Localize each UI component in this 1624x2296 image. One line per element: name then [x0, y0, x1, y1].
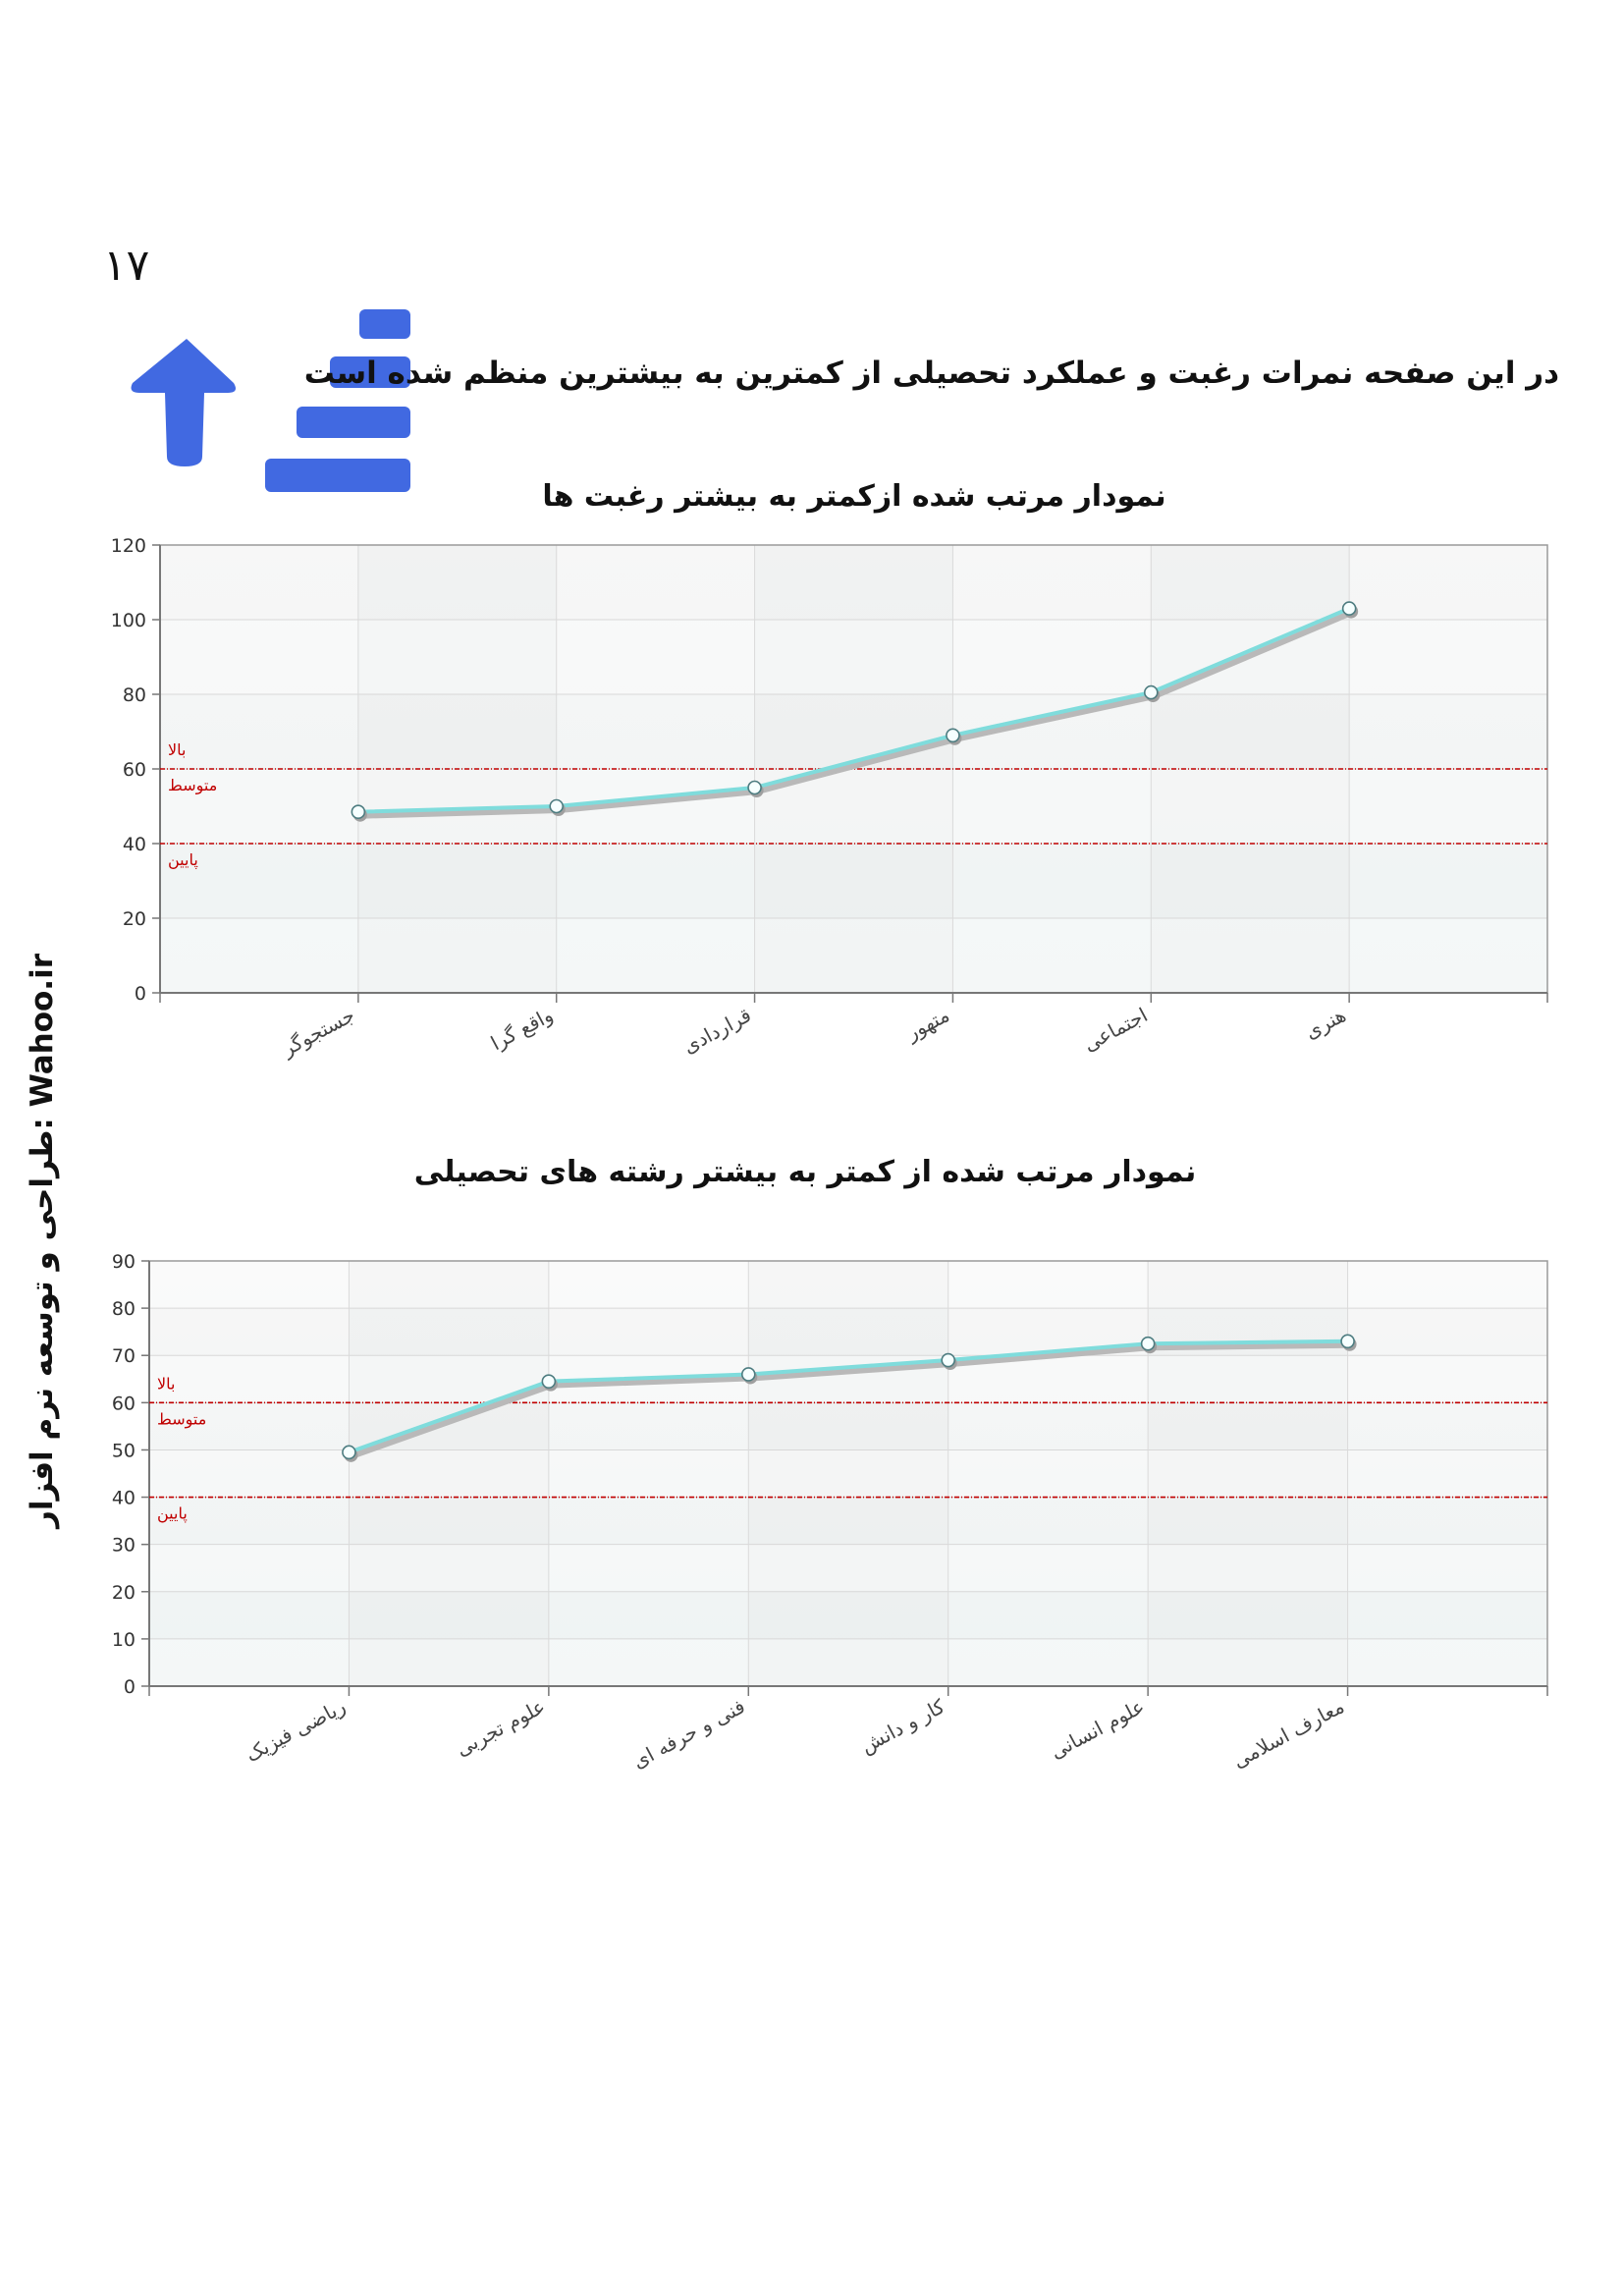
- x-tick-label: متهور: [901, 1003, 953, 1045]
- x-tick-label: علوم تجربی: [452, 1694, 550, 1762]
- sort-bar-4: [265, 459, 410, 492]
- y-tick-label: 20: [111, 1581, 135, 1604]
- band-label-high: بالا: [157, 1374, 176, 1394]
- y-tick-label: 40: [111, 1487, 135, 1509]
- plot-hband: [160, 620, 1547, 694]
- x-tick-label: هنری: [1301, 1003, 1350, 1044]
- x-tick-label: اجتماعی: [1079, 1003, 1152, 1057]
- chart-1-title: نمودار مرتب شده ازکمتر به بیشتر رغبت ها: [542, 479, 1166, 514]
- sort-bar-3: [297, 407, 410, 438]
- y-tick-label: 90: [111, 1251, 135, 1273]
- chart-2-title: نمودار مرتب شده از کمتر به بیشتر رشته های تحصیلی: [413, 1155, 1197, 1189]
- x-tick-label: کار و دانش: [856, 1694, 949, 1759]
- x-tick-label: فنی و حرفه ای: [628, 1694, 749, 1774]
- band-label-high: بالا: [168, 740, 187, 759]
- y-tick-label: 0: [134, 983, 146, 1005]
- y-tick-label: 60: [111, 1393, 135, 1415]
- y-tick-label: 70: [111, 1345, 135, 1368]
- data-point: [748, 782, 761, 794]
- plot-hband: [160, 769, 1547, 844]
- data-point: [942, 1354, 954, 1367]
- y-tick-label: 20: [122, 908, 146, 930]
- y-tick-label: 10: [111, 1628, 135, 1651]
- arrow-up-icon: [132, 339, 236, 466]
- plot-hband: [149, 1639, 1547, 1686]
- data-point: [352, 805, 364, 818]
- y-tick-label: 120: [110, 535, 146, 557]
- data-point: [343, 1446, 355, 1458]
- x-tick-label: واقع گرا: [486, 1003, 558, 1056]
- band-label-low: پایین: [168, 850, 198, 869]
- watermark: طراحی و توسعه نرم افزار: Wahoo.ir: [25, 954, 60, 1528]
- plot-hband: [149, 1355, 1547, 1402]
- data-point: [550, 800, 563, 813]
- y-tick-label: 80: [111, 1298, 135, 1321]
- y-tick-label: 30: [111, 1534, 135, 1557]
- data-point: [1145, 686, 1158, 699]
- band-label-low: پایین: [157, 1503, 188, 1523]
- y-tick-label: 40: [122, 834, 146, 855]
- x-tick-label: علوم انسانی: [1046, 1694, 1149, 1764]
- data-point: [1343, 602, 1356, 615]
- x-tick-label: ریاضی فیزیک: [242, 1694, 350, 1767]
- sort-bar-1: [359, 309, 410, 339]
- page-number: ۱۷: [103, 241, 150, 291]
- y-tick-label: 50: [111, 1440, 135, 1462]
- band-label-mid: متوسط: [157, 1409, 207, 1429]
- page-header: در این صفحه نمرات رغبت و عملکرد تحصیلی از کمترین به بیشترین منظم شده است: [303, 355, 1559, 391]
- band-label-mid: متوسط: [168, 776, 218, 794]
- data-point: [742, 1368, 755, 1381]
- y-tick-label: 80: [122, 684, 146, 706]
- x-tick-label: معارف اسلامی: [1228, 1694, 1348, 1774]
- plot-hband: [149, 1449, 1547, 1497]
- y-tick-label: 0: [123, 1676, 135, 1698]
- sort-ascending-icon: [128, 300, 422, 501]
- y-tick-label: 100: [110, 610, 146, 631]
- data-point: [947, 729, 959, 741]
- x-tick-label: قراردادی: [678, 1003, 755, 1059]
- chart-2: [0, 1237, 1624, 1807]
- data-point: [542, 1375, 555, 1388]
- data-point: [1142, 1338, 1155, 1350]
- chart-1: [0, 520, 1624, 1110]
- data-point: [1341, 1335, 1354, 1347]
- plot-hband: [160, 918, 1547, 993]
- y-tick-label: 60: [122, 759, 146, 781]
- plot-hband: [149, 1545, 1547, 1592]
- x-tick-label: جستجوگر: [278, 1003, 359, 1061]
- plot-hband: [149, 1261, 1547, 1308]
